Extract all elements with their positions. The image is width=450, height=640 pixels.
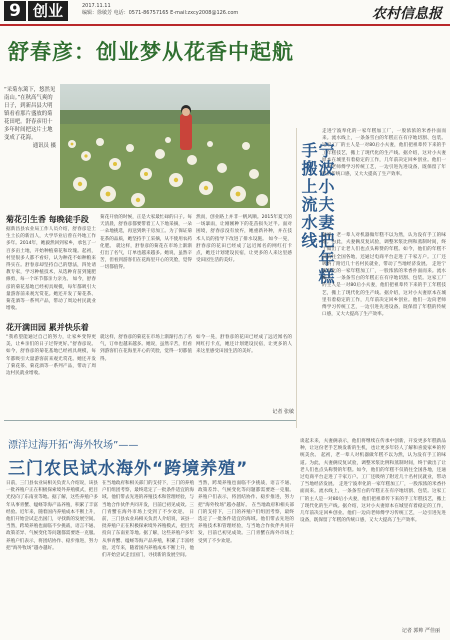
subhead-2: 花开满田园 累并快乐着 bbox=[6, 323, 89, 332]
article1-col5 bbox=[100, 334, 192, 408]
lower-article-paragraph: 日前，三门县农业局相关负责人介绍说，该县一批养殖户正在积极探索境外养殖模式，把目光投向了东南亚等地。据了解，这些养殖户多年从事青蟹、缢蛏等海产品养殖，积累了丰富经验。近年来，随着国内养殖成本不断上升，他们开始尝试走出国门，寻找新的发展空间。 bbox=[6, 481, 98, 523]
side-article-middle bbox=[322, 232, 446, 432]
chrysanthemum-field-photo bbox=[60, 84, 270, 208]
column-divider bbox=[296, 128, 297, 428]
side-article-paragraph: 走进宁波奉化的一家年糕加工厂，一股浓浓的米香扑面而来。流水线上，一条条雪白的年糕正在有序地切割、包装。这家工厂的主人是一对80后小夫妻，他们把祖辈传下来的手工年糕技艺，搬上了现代化的生产线。据介绍，这对小夫妻原本在城里有着稳定的工作，几年前决定回乡创业。他们一边向老师傅学习传统工艺，一边引进先进设备，既保留了年糕的传统口感，又大大提高了生产效率。 bbox=[300, 482, 446, 524]
photo-caption bbox=[4, 86, 56, 150]
lower-article-col2 bbox=[102, 480, 194, 630]
editor-contact: 编辑：徐敏芳 电话：0571-86757165 E-mail:zxcy2008@126.com bbox=[82, 10, 239, 16]
article1-col1 bbox=[6, 226, 96, 320]
lower-article-paragraph: 在当地政府和相关部门的支持下，三门的养殖户们组团考察，最终选定了一批条件适宜的海域。他们带去先进的养殖技术和管理经验，与当地合作伙伴共同开发，目前已初见成效。三门青蟹在海外市场上受到了不少欢迎。 bbox=[102, 481, 194, 515]
side-article-top bbox=[322, 128, 446, 228]
side-article-headline: 宁波小夫妻把年糕手搬上流水线 bbox=[299, 142, 335, 286]
article1-paragraph: 然而，创业路上并非一帆风顺。2015年夏天的一场暴雨，让刚刚种下的花苗损失过半。面对困境，舒春彦没有放弃，她重新补种，并在技术人员的指导下改进了排水设施。 bbox=[196, 215, 292, 242]
article1-paragraph: 菊花开放的时候，正是大家最忙碌的日子。每天清晨，舒春彦都要带着工人下地采摘，一朵一朵地挑选，再送到烘干房加工。为了保证菊花茶的品质，她坚持手工采摘，从不使用农药化肥。 bbox=[100, 215, 192, 249]
page-header bbox=[0, 0, 450, 26]
article1-paragraph: 就这样，舒春彦的菊花在市场上渐渐打出了名气，订单也越来越多。她说，虽然辛苦，但看到游客们在花海里开心的笑脸，觉得一切都值得。 bbox=[100, 335, 192, 362]
lower-article-col3 bbox=[198, 480, 294, 630]
side-article-paragraph: 走进宁波奉化的一家年糕加工厂，一股浓浓的米香扑面而来。流水线上，一条条雪白的年糕正在有序地切割、包装。这家工厂的主人是一对80后小夫妻，他们把祖辈传下来的手工年糕技艺，搬上了现代化的生产线。据介绍，这对小夫妻原本在城里有着稳定的工作，几年前决定回乡创业。他们一边向老师傅学习传统工艺，一边引进先进设备，既保留了年糕的传统口感，又大大提高了生产效率。 bbox=[322, 129, 446, 178]
article1-paragraph: 如今，舒春彦的菊花基地已经初具规模，每年都吸引大量游客前来观光赏花。她还开发了菊花茶、菊花酒等一系列产品，带动了周边村民就业增收。 bbox=[6, 349, 96, 377]
section-label: 创业 bbox=[28, 1, 68, 21]
article1-col6 bbox=[196, 334, 292, 404]
side-article-bottom bbox=[300, 438, 446, 624]
article1-col4 bbox=[6, 334, 96, 408]
side-article-paragraph: 起初，老一辈人对机器做年糕不以为然，认为没有手工的味道。为此，夫妻俩反复试验，调整米浆比例和蒸制时间，终于做出了让老人们也点头称赞的年糕。如今，他们的年糕不仅销往全国各地，还通过电商平台走进了千家万户。工厂还吸纳了附近几十名村民就业，带动了当地经济发展。 bbox=[300, 453, 446, 488]
side-article-byline: 记者 郭帅 严佳丽 bbox=[401, 628, 440, 634]
side-article-paragraph: 谈起未来，夫妻俩表示，他们将继续在传承中创新，开发更多年糕新品种，让这份老手艺焕发新的生机，也让更多年轻人了解和喜爱家乡的传统美食。 bbox=[300, 439, 446, 459]
page-number: 9 bbox=[4, 1, 26, 21]
article1-paragraph: “我希望能通过自己的努力，让家乡变得更美，让乡亲们的日子过得更好。”舒春彦说。 bbox=[6, 335, 96, 348]
article1-byline: 记者 张敏 bbox=[272, 409, 294, 415]
issue-date: 2017.11.11 bbox=[82, 3, 111, 9]
newspaper-logo: 农村信息报 bbox=[372, 6, 442, 22]
side-article-paragraph: 走进宁波奉化的一家年糕加工厂，一股浓浓的米香扑面而来。流水线上，一条条雪白的年糕正在有序地切割、包装。这家工厂的主人是一对80后小夫妻，他们把祖辈传下来的手工年糕技艺，搬上了现代化的生产线。据介绍，这对小夫妻原本在城里有着稳定的工作，几年前决定回乡创业。他们一边向老师傅学习传统工艺，一边引进先进设备，既保留了年糕的传统口感，又大大提高了生产效率。 bbox=[322, 261, 446, 318]
article1-col3 bbox=[196, 214, 292, 324]
subhead-1: 菊花引生香 每晚徒手段 bbox=[6, 215, 89, 224]
lower-article-kicker: 漂洋过海开拓“海外牧场”—— bbox=[8, 440, 139, 451]
lower-article-paragraph: 在当地政府和相关部门的支持下，三门的养殖户们组团考察，最终选定了一批条件适宜的海域。他们带去先进的养殖技术和管理经验，与当地合作伙伴共同开发，目前已初见成效。三门青蟹在海外市场上受到了不少欢迎。 bbox=[198, 502, 294, 544]
main-headline: 舒春彦：创业梦从花香中起航 bbox=[8, 40, 294, 64]
article1-paragraph: 如今一晃，舒春彦的花田已经成了远近闻名的网红打卡点，她还计划建设民宿，让更多的人来这里感受田园生活的美好。 bbox=[196, 335, 292, 355]
side-article-paragraph: 起初，老一辈人对机器做年糕不以为然，认为没有手工的味道。为此，夫妻俩反复试验，调整米浆比例和蒸制时间，终于做出了让老人们也点头称赞的年糕。如今，他们的年糕不仅销往全国各地，还通过电商平台走进了千家万户。工厂还吸纳了附近几十名村民就业，带动了当地经济发展。 bbox=[322, 233, 446, 267]
lower-article-headline: 三门农民试水海外“跨境养殖” bbox=[8, 459, 249, 479]
article1-paragraph: 如今一晃，舒春彦的花田已经成了远近闻名的网红打卡点，她还计划建设民宿，让更多的人来这里感受田园生活的美好。 bbox=[196, 236, 292, 264]
lower-article-col1 bbox=[6, 480, 98, 630]
section-divider bbox=[4, 420, 296, 421]
lower-article-paragraph: 日前，三门县农业局相关负责人介绍说，该县一批养殖户正在积极探索境外养殖模式，把目光投向了东南亚等地。据了解，这些养殖户多年从事青蟹、缢蛏等海产品养殖，积累了丰富经验。近年来，随着国内养殖成本不断上升，他们开始尝试走出国门，寻找新的发展空间。 bbox=[102, 509, 194, 559]
article1-paragraph: 如今，舒春彦的菊花基地已经初具规模，每年都吸引大量游客前来观光赏花。她还开发了菊花茶、菊花酒等一系列产品，带动了周边村民就业增收。 bbox=[6, 277, 96, 312]
photo-credit: 通讯员 摄 bbox=[32, 143, 56, 149]
article1-col2 bbox=[100, 214, 192, 324]
lower-article-paragraph: 当然，跨境养殖也面临不少挑战，语言不通、政策差异、气候变化等问题都需要逐一克服。养殖户们表示，将团结协作、稳步推进，努力把“海外牧场”越办越好。 bbox=[6, 524, 98, 551]
header-meta bbox=[82, 3, 238, 17]
article1-paragraph: 据新昌县农业局工作人员介绍，舒春彦是土生土长的新昌人，大学毕业后曾在外地工作多年。2014年，她毅然回到家乡，承包了一百多亩土地，开始种植菊花和玫瑰。起初，村里很多人都不看好，认为种花不如种粮来得实在。舒春彦却坚持自己的想法，四处请教专家，学习种植技术，从选种育苗到施肥修剪，每一个环节都亲力亲为。 bbox=[6, 227, 96, 283]
photo-caption-text: “采菊东篱下，悠然见南山。”在秋高气爽的日子，到新昌县大明镇看看那片盛放的菊花田吧。舒春彦用十多年时间把这片土地变成了花海。 bbox=[4, 87, 56, 141]
article1-paragraph: 就这样，舒春彦的菊花在市场上渐渐打出了名气，订单也越来越多。她说，虽然辛苦，但看到游客们在花海里开心的笑脸，觉得一切都值得。 bbox=[100, 243, 192, 271]
lower-article-paragraph: 当然，跨境养殖也面临不少挑战，语言不通、政策差异、气候变化等问题都需要逐一克服。养殖户们表示，将团结协作、稳步推进，努力把“海外牧场”越办越好。 bbox=[198, 481, 294, 508]
